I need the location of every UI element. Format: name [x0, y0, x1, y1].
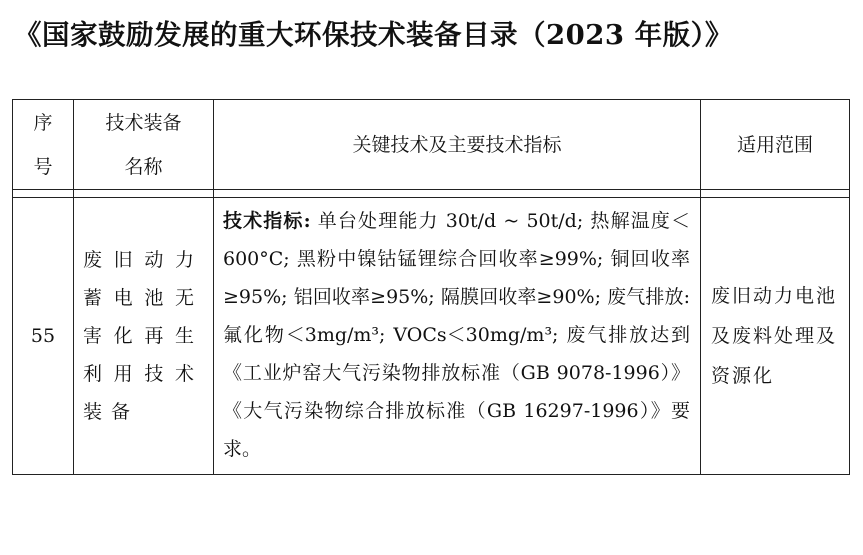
cell-equipment-name: 废旧动力蓄电池无害化再生利用技术装备 [74, 198, 214, 475]
header-name-line2: 名称 [124, 155, 163, 178]
cell-scope: 废旧动力电池及废料处理及资源化 [701, 198, 850, 475]
cell-key-technology [214, 198, 701, 475]
table-row [13, 198, 850, 475]
header-separator-row [13, 190, 850, 198]
header-serial-line1: 序 [33, 111, 53, 134]
header-scope: 适用范围 [701, 100, 850, 190]
key-indicator-text: 单台处理能力 30t/d ~ 50t/d; 热解温度＜600°C; 黑粉中镍钴锰锂综合回收率≥99%; 铜回收率≥95%; 铝回收率≥95%; 隔膜回收率≥90%; 废气排放: 氟化物＜3mg/m³; VOCs＜30mg/m³; 废气排放达到《工业炉窑大气污染物排放标准（GB 9078-1996）》《大气污染物综合排放标准（GB 16297-1996）》要求。 [223, 210, 690, 460]
header-name-line1: 技术装备 [105, 111, 182, 134]
header-key-technology: 关键技术及主要技术指标 [214, 100, 701, 190]
header-serial-line2: 号 [33, 155, 53, 178]
table-header-row [13, 100, 850, 190]
equipment-table [12, 99, 850, 475]
document-title: 《国家鼓励发展的重大环保技术装备目录（2023 年版）》 [14, 19, 733, 51]
header-equipment-name [74, 100, 214, 190]
key-indicator-label: 技术指标: [223, 210, 311, 232]
cell-serial-number: 55 [13, 198, 74, 475]
header-serial-number [13, 100, 74, 190]
